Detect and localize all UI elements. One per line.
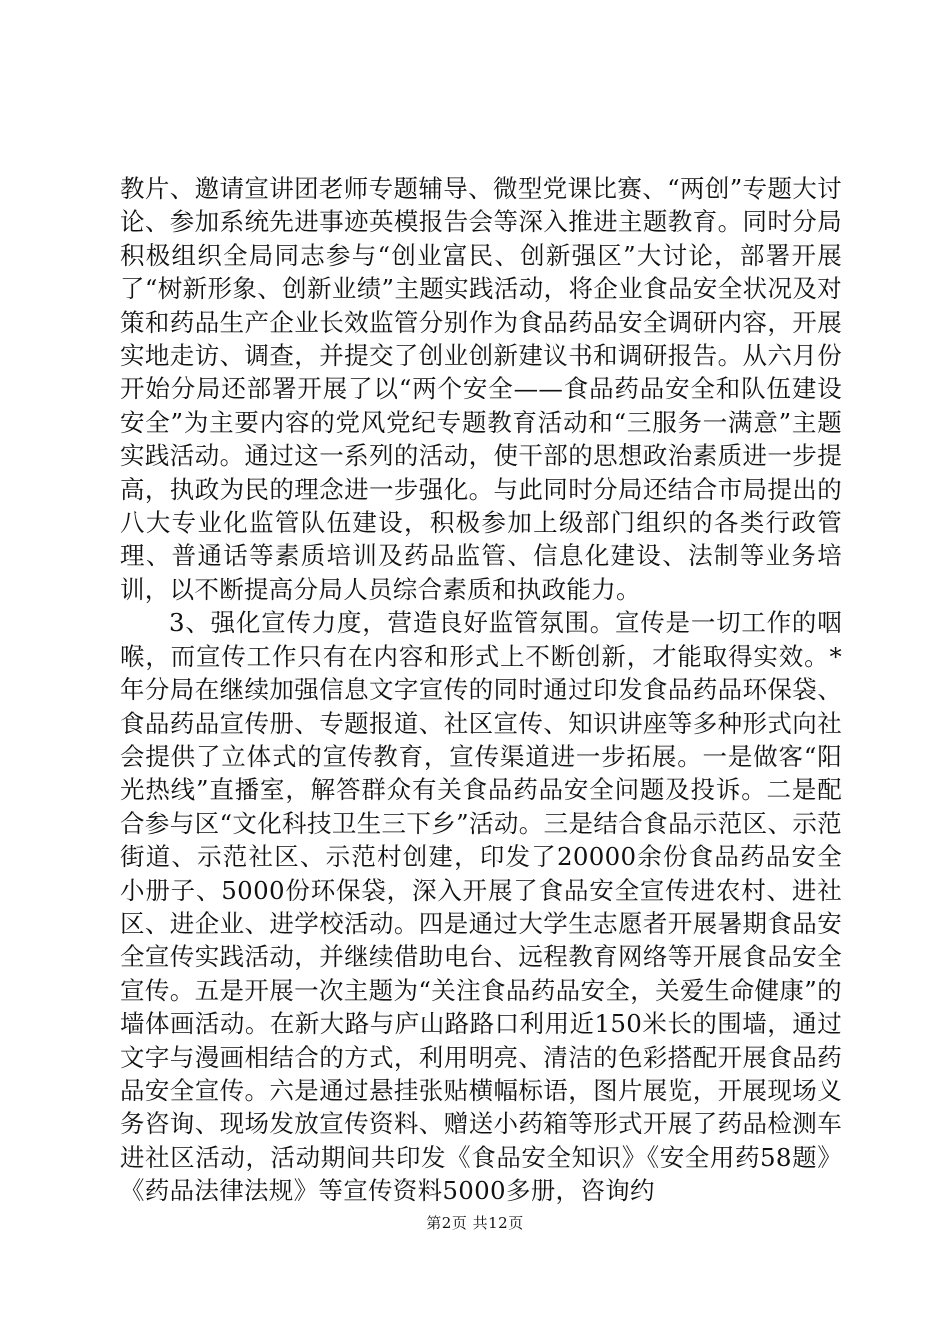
paragraph-publicity: 3、强化宣传力度，营造良好监管氛围。宣传是一切工作的咽喉，而宣传工作只有在内容和形式上不断创新，才能取得实效。*年分局在继续加强信息文字宣传的同时通过印发食品药品环保袋、食品药品宣传册、专题报道、社区宣传、知识讲座等多种形式向社会提供了立体式的宣传教育，宣传渠道进一步拓展。一是做客“阳光热线”直播室，解答群众有关食品药品安全问题及投诉。二是配合参与区“文化科技卫生三下乡”活动。三是结合食品示范区、示范街道、示范社区、示范村创建，印发了20000余份食品药品安全小册子、5000份环保袋，深入开展了食品安全宣传进农村、进社区、进企业、进学校活动。四是通过大学生志愿者开展暑期食品安全宣传实践活动，并继续借助电台、远程教育网络等开展食品安全宣传。五是开展一次主题为“关注食品药品安全，关爱生命健康”的墙体画活动。在新大路与庐山路路口利用近150米长的围墙，通过文字与漫画相结合的方式，利用明亮、清洁的色彩搭配开展食品药品安全宣传。六是通过悬挂张贴横幅标语，图片展览，开展现场义务咨询、现场发放宣传资料、赠送小药箱等形式开展了药品检测车进社区活动，活动期间共印发《食品安全知识》《安全用药58题》《药品法律法规》等宣传资料5000多册，咨询约 xyxy=(120,608,843,1206)
page-footer: 第2页 共12页 xyxy=(426,1214,524,1232)
document-body xyxy=(120,172,842,1208)
paragraph-continuation: 教片、邀请宣讲团老师专题辅导、微型党课比赛、“两创”专题大讨论、参加系统先进事迹英模报告会等深入推进主题教育。同时分局积极组织全局同志参与“创业富民、创新强区”大讨论，部署开展了“树新形象、创新业绩”主题实践活动，将企业食品安全状况及对策和药品生产企业长效监管分别作为食品药品安全调研内容，开展实地走访、调查，并提交了创业创新建议书和调研报告。从六月份开始分局还部署开展了以“两个安全——食品药品安全和队伍建设安全”为主要内容的党风党纪专题教育活动和“三服务一满意”主题实践活动。通过这一系列的活动，使干部的思想政治素质进一步提高，执政为民的理念进一步强化。与此同时分局还结合市局提出的八大专业化监管队伍建设，积极参加上级部门组织的各类行政管理、普通话等素质培训及药品监管、信息化建设、法制等业务培训，以不断提高分局人员综合素质和执政能力。 xyxy=(120,174,842,604)
